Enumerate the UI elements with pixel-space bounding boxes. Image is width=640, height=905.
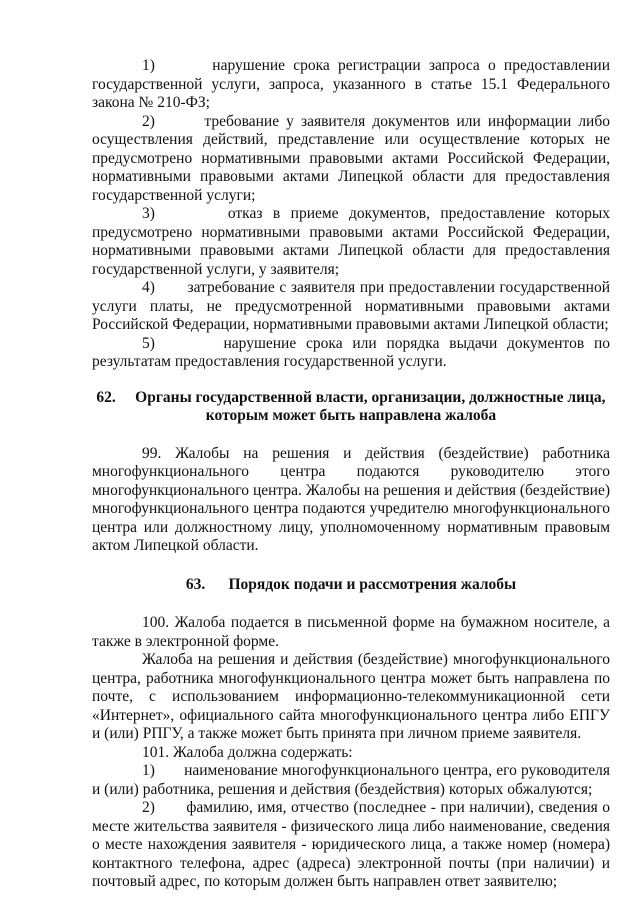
list-item: 4) затребование с заявителя при предоставлении государственной услуги платы, не предусмотренной нормативными правовыми актами Российской Федерации, нормативными правовыми актами Липецкой области;	[92, 279, 610, 333]
paragraph-101: 101. Жалоба должна содержать:	[142, 743, 353, 761]
paragraph-100-continued: Жалоба на решения и действия (бездействие) многофункционального центра, работника многофункционального центра может быть направлена по почте, с использованием информационно-телекоммуникационной сети «Интернет», официального сайта многофункционального центра либо ЕПГУ и (или) РПГУ, а также может быть принята при личном приеме заявителя.	[92, 651, 610, 742]
paragraph-100: 100. Жалоба подается в письменной форме на бумажном носителе, а также в электронной форме.	[92, 614, 610, 650]
section-heading-62: 62. Органы государственной власти, организации, должностные лица, которым может быть направлена жалоба	[96, 388, 606, 424]
document-page	[92, 57, 610, 892]
list-item: 2) фамилию, имя, отчество (последнее - при наличии), сведения о месте жительства заявителя - физического лица либо наименование, сведения о месте нахождения заявителя - юридического лица, а также номер (номера) контактного телефона, адрес (адреса) электронной почты (при наличии) и почтовый адрес, по которым должен быть направлен ответ заявителю;	[92, 799, 610, 890]
section-heading-63: 63. Порядок подачи и рассмотрения жалобы	[185, 575, 517, 593]
list-item: 3) отказ в приеме документов, предоставление которых предусмотрено нормативными правовыми актами Российской Федерации, нормативными правовыми актами Липецкой области для предоставления государственной услуги, у заявителя;	[92, 205, 610, 278]
paragraph-99: 99. Жалобы на решения и действия (бездействие) работника многофункционального центра подаются руководителю этого многофункционального центра. Жалобы на решения и действия (бездействие) многофункционального центра подаются учредителю многофункционального центра или должностному лицу, уполномоченному нормативным правовым актом Липецкой области.	[92, 444, 610, 554]
list-item: 1) нарушение срока регистрации запроса о предоставлении государственной услуги, запроса, указанного в статье 15.1 Федерального закона № 210-ФЗ;	[92, 57, 610, 111]
list-item: 1) наименование многофункционального центра, его руководителя и (или) работника, решения и действия (бездействия) которых обжалуются;	[92, 762, 610, 798]
list-item: 5) нарушение срока или порядка выдачи документов по результатам предоставления государственной услуги.	[92, 334, 610, 370]
list-item: 2) требование у заявителя документов или информации либо осуществления действий, представление или осуществление которых не предусмотрено нормативными правовыми актами Российской Федерации, нормативными правовыми актами Липецкой области для предоставления государственной услуги;	[92, 112, 610, 204]
